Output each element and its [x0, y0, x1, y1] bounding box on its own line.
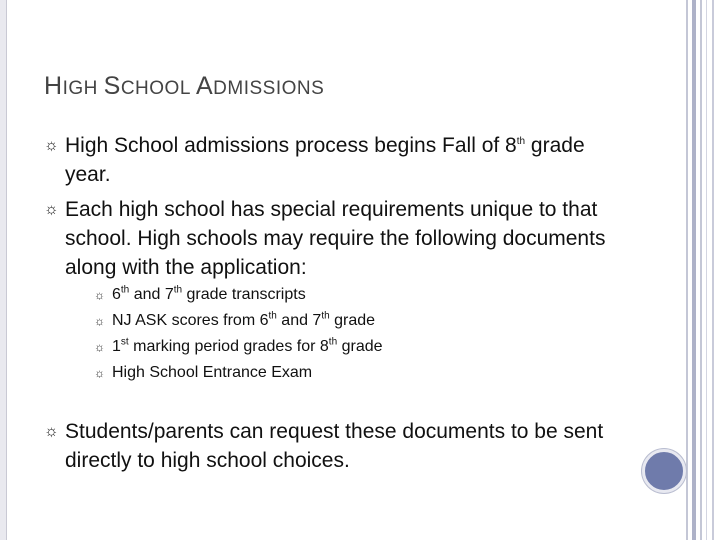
bullet-admissions-timing: High School admissions process begins Fall of 8th grade year.: [65, 134, 585, 186]
sun-bullet-icon: ☼: [44, 423, 59, 440]
left-border-rule: [0, 0, 7, 540]
sub-bullet-transcripts: ☼ 6th and 7th grade transcripts: [94, 284, 306, 303]
decorative-stripe: [706, 0, 707, 540]
decorative-stripe: [712, 0, 714, 540]
decorative-stripe: [692, 0, 696, 540]
decorative-circle: [642, 449, 686, 493]
sun-bullet-icon: ☼: [44, 201, 59, 218]
bullet-requirements: Each high school has special requirements unique to that school. High schools may require the following documents along with the application:: [65, 198, 606, 279]
sun-bullet-icon: ☼: [94, 366, 105, 380]
sub-bullet-njask: ☼ NJ ASK scores from 6th and 7th grade: [94, 310, 376, 329]
slide-title: HIGH SCHOOL ADMISSIONS: [44, 72, 325, 100]
bullet-request-documents: Students/parents can request these documents to be sent directly to high school choices.: [65, 420, 604, 472]
sun-bullet-icon: ☼: [94, 314, 105, 328]
sun-bullet-icon: ☼: [94, 340, 105, 354]
sun-bullet-icon: ☼: [44, 137, 59, 154]
sub-bullet-marking-period: ☼ 1st marking period grades for 8th grade: [94, 336, 383, 355]
decorative-stripe: [686, 0, 688, 540]
sun-bullet-icon: ☼: [94, 288, 105, 302]
sub-bullet-entrance-exam: ☼ High School Entrance Exam: [94, 364, 313, 381]
decorative-stripe: [700, 0, 702, 540]
